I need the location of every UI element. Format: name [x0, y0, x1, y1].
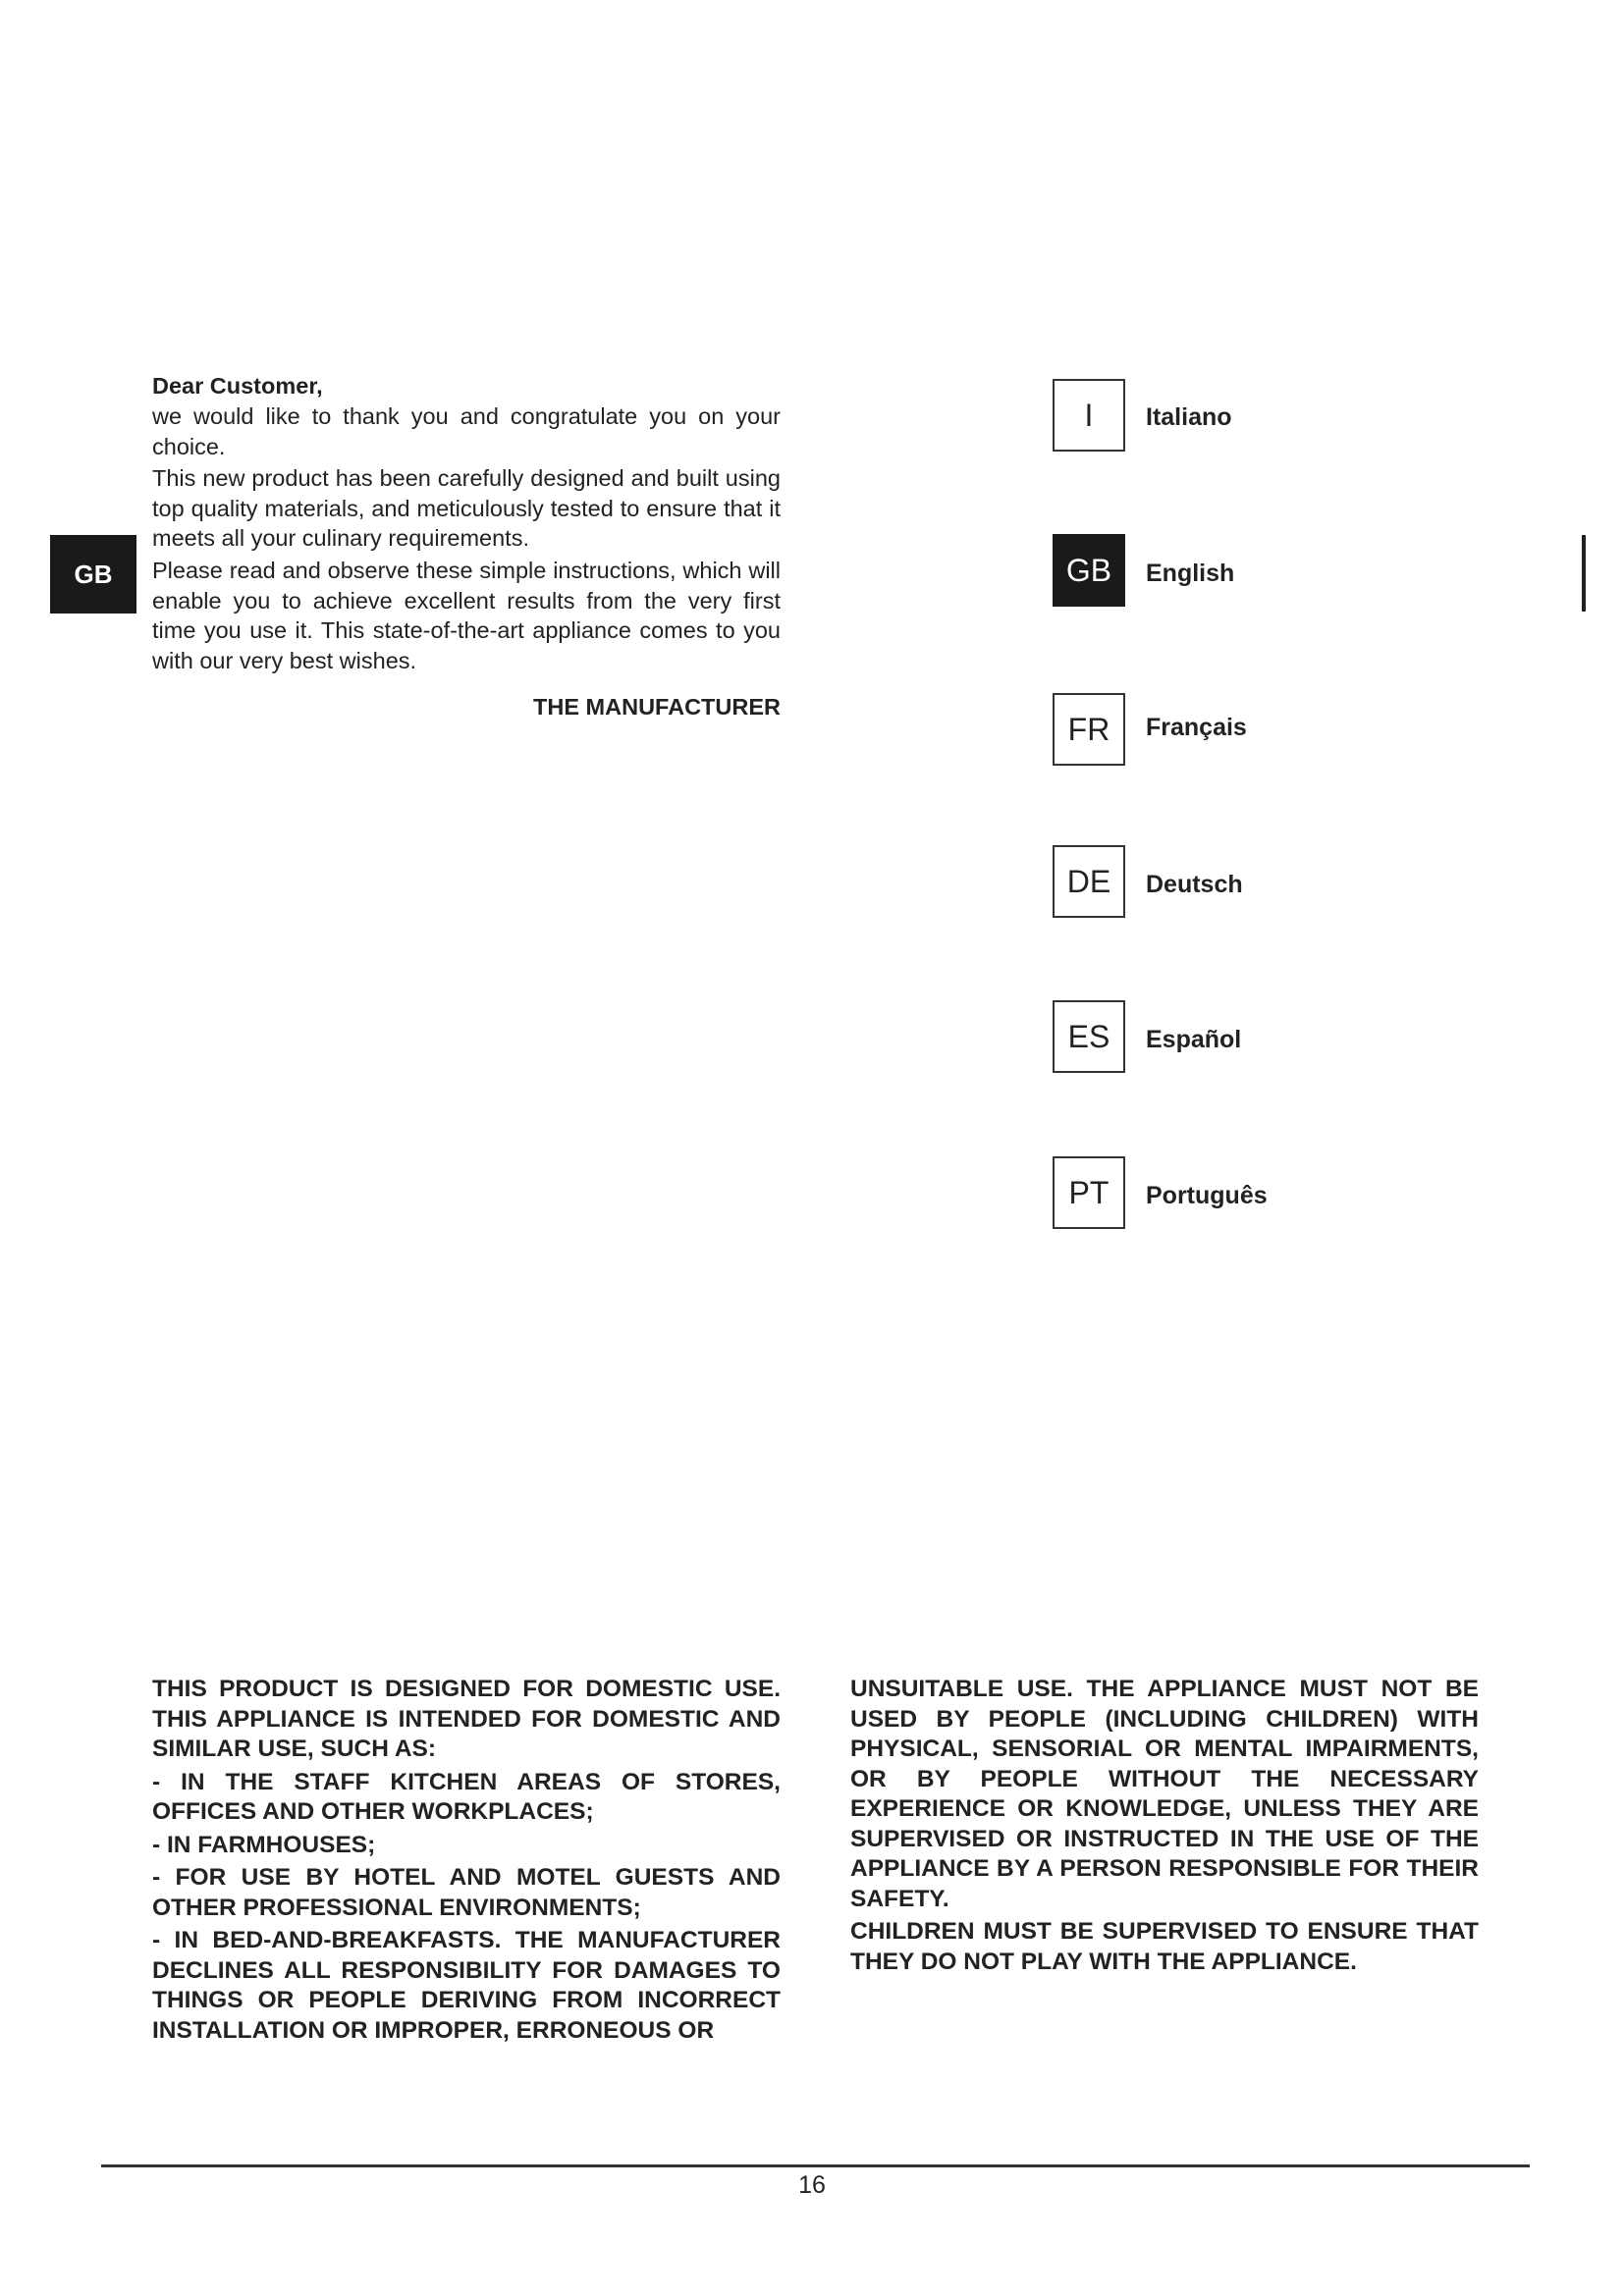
unsuitable-use-notice — [850, 1675, 1479, 1977]
notice-paragraph: - IN THE STAFF KITCHEN AREAS OF STORES, OFFICES AND OTHER WORKPLACES; — [152, 1768, 781, 1825]
greeting-paragraph: This new product has been carefully designed and built using top quality materials, and meticulously tested to ensure that it meets all your culinary requirements. — [152, 464, 781, 552]
notice-paragraph: UNSUITABLE USE. THE APPLIANCE MUST NOT BE USED BY PEOPLE (INCLUDING CHILDREN) WITH PHYSICAL, SENSORIAL OR MENTAL IMPAIRMENTS, OR BY PEOPLE WITHOUT THE NECESSARY EXPERIENCE OR KNOWLEDGE, UNLESS THEY ARE SUPERVISED OR INSTRUCTED IN THE USE OF THE APPLIANCE BY A PERSON RESPONSIBLE FOR THEIR SAFETY. — [850, 1676, 1479, 1912]
greeting-block — [152, 371, 781, 722]
footer-rule — [101, 2164, 1530, 2167]
notice-paragraph: - IN FARMHOUSES; — [152, 1831, 376, 1858]
side-language-tab: GB — [50, 535, 136, 614]
lang-name-espanol[interactable]: Español — [1146, 1026, 1242, 1053]
domestic-use-notice — [152, 1675, 781, 2046]
lang-code-deutsch[interactable]: DE — [1053, 845, 1125, 918]
lang-name-deutsch[interactable]: Deutsch — [1146, 871, 1243, 898]
notice-paragraph: - IN BED-AND-BREAKFASTS. THE MANUFACTURER DECLINES ALL RESPONSIBILITY FOR DAMAGES TO THINGS OR PEOPLE DERIVING FROM INCORRECT INSTALLATION OR IMPROPER, ERRONEOUS OR — [152, 1927, 781, 2044]
greeting-paragraph: we would like to thank you and congratulate you on your choice. — [152, 402, 781, 459]
lang-name-portugues[interactable]: Português — [1146, 1182, 1268, 1209]
lang-name-francais[interactable]: Français — [1146, 714, 1247, 741]
lang-code-espanol[interactable]: ES — [1053, 1000, 1125, 1073]
lang-name-italiano[interactable]: Italiano — [1146, 403, 1232, 431]
notice-paragraph: CHILDREN MUST BE SUPERVISED TO ENSURE THAT THEY DO NOT PLAY WITH THE APPLIANCE. — [850, 1918, 1479, 1975]
notice-paragraph: THIS PRODUCT IS DESIGNED FOR DOMESTIC USE. THIS APPLIANCE IS INTENDED FOR DOMESTIC AND SIMILAR USE, SUCH AS: — [152, 1676, 781, 1762]
lang-name-english[interactable]: English — [1146, 560, 1235, 587]
salutation: Dear Customer, — [152, 373, 323, 399]
signature: THE MANUFACTURER — [533, 693, 781, 720]
lang-code-english[interactable]: GB — [1053, 534, 1125, 607]
lang-code-portugues[interactable]: PT — [1053, 1156, 1125, 1229]
notice-paragraph: - FOR USE BY HOTEL AND MOTEL GUESTS AND OTHER PROFESSIONAL ENVIRONMENTS; — [152, 1864, 781, 1921]
lang-code-francais[interactable]: FR — [1053, 693, 1125, 766]
page-number: 16 — [798, 2171, 826, 2199]
greeting-paragraph: Please read and observe these simple instructions, which will enable you to achieve excellent results from the very first time you use it. This state-of-the-art appliance comes to you with our very best wishes. — [152, 557, 781, 674]
lang-code-italiano[interactable]: I — [1053, 379, 1125, 452]
section-marker — [1582, 535, 1586, 612]
